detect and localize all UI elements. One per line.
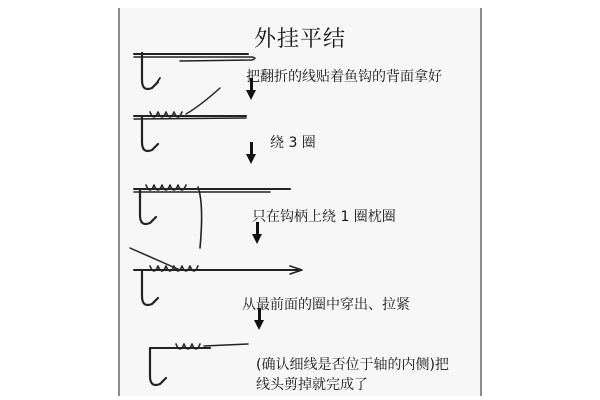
step5-hook-illustration	[150, 344, 248, 385]
knot-instruction-sheet	[118, 8, 482, 396]
step1-label: 把翻折的线贴着鱼钩的背面拿好	[246, 69, 442, 85]
step4-label: 从最前面的圈中穿出、拉紧	[242, 297, 410, 313]
step5-label-line1: (确认细线是否位于轴的内侧)把	[256, 357, 449, 373]
step1-hook-illustration	[134, 53, 255, 89]
step3-label: 只在钩柄上绕 1 圈枕圈	[252, 209, 396, 225]
step2-label: 绕 3 圈	[270, 135, 316, 151]
diagram-title: 外挂平结	[253, 27, 346, 52]
step2-hook-illustration	[134, 88, 246, 151]
step5-label-line2: 线头剪掉就完成了	[256, 377, 368, 393]
